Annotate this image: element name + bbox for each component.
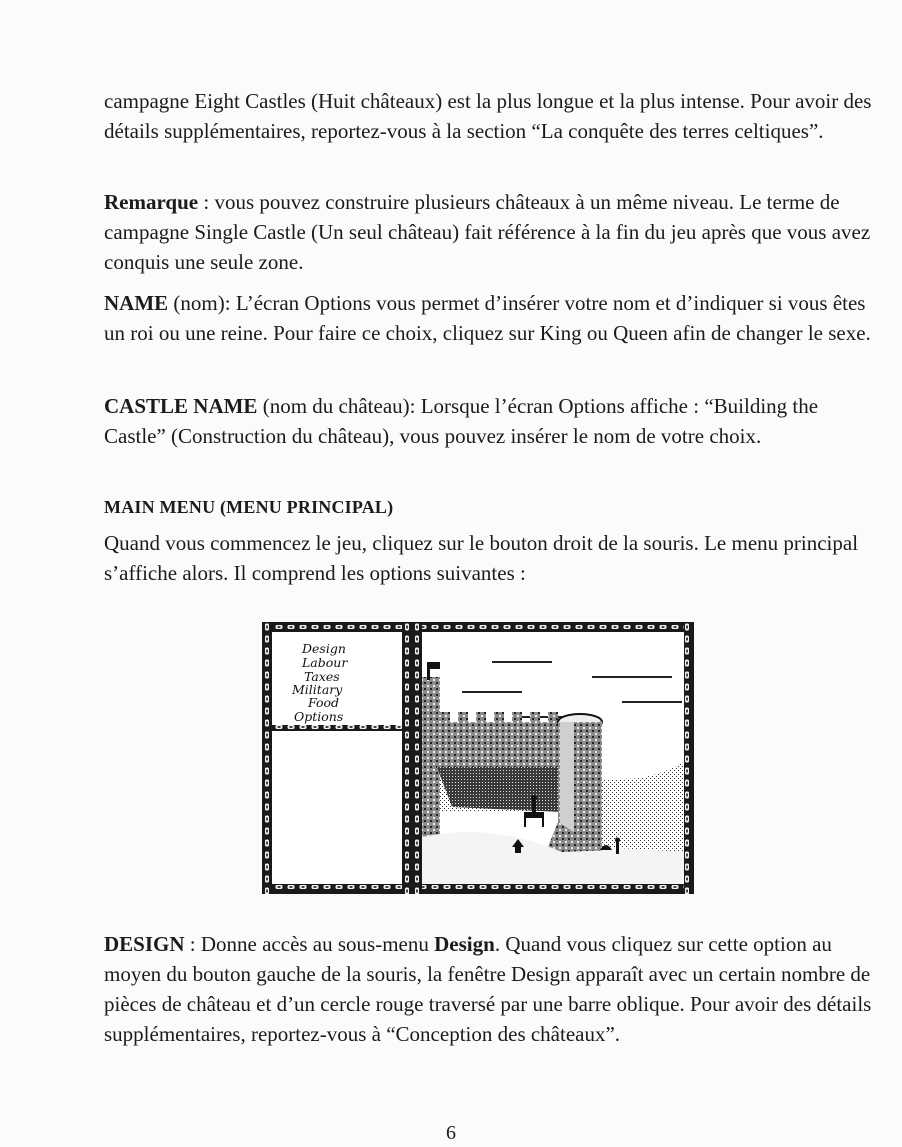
game-screenshot-image xyxy=(262,622,694,894)
design-text-2: . Quand vous cliquez sur cette option au moyen du bouton gauche de la souris, la fenêtre Design apparaît avec un certain nombre de pièces de château et d’un cercle rouge traversé par une barre oblique. Pour avoir des détails supplémentaires, reportez-vous à “Conception des châteaux”. xyxy=(104,932,872,1046)
castle-name-text: (nom du château): Lorsque l’écran Options affiche : “Building the Castle” (Construction du château), vous pouvez insérer le nom de votre choix. xyxy=(104,394,819,448)
name-text-line xyxy=(104,288,874,348)
design-text-line xyxy=(104,929,874,1049)
screenshot-menu-item-military: Military xyxy=(292,682,343,697)
intro-paragraph xyxy=(104,86,874,146)
game-screenshot xyxy=(262,622,694,894)
design-text-1: : Donne accès au sous-menu xyxy=(184,932,435,956)
campaign-text: campagne Eight Castles (Huit châteaux) est la plus longue et la plus intense. Pour avoir des détails supplémentaires, reportez-vous à la section “La conquête des terres celtiques”. xyxy=(104,89,872,143)
name-label: NAME xyxy=(104,291,169,315)
castle-name-paragraph xyxy=(104,391,874,451)
remarque-text-line xyxy=(104,187,874,277)
page-number: 6 xyxy=(446,1122,456,1144)
remarque-text: : vous pouvez construire plusieurs châteaux à un même niveau. Le terme de campagne Single Castle (Un seul château) fait référence à la fin du jeu après que vous avez conquis une seule zone. xyxy=(104,190,871,274)
name-paragraph xyxy=(104,288,874,348)
remarque-label: Remarque xyxy=(104,190,199,214)
design-label: DESIGN xyxy=(104,932,185,956)
main-menu-heading: MAIN MENU (MENU PRINCIPAL) xyxy=(104,497,394,517)
main-menu-text: Quand vous commencez le jeu, cliquez sur le bouton droit de la souris. Le menu principal s’affiche alors. Il comprend les options suivantes : xyxy=(104,531,859,585)
name-text: (nom): L’écran Options vous permet d’insérer votre nom et d’indiquer si vous êtes un roi ou une reine. Pour faire ce choix, cliquez sur King ou Queen afin de changer le sexe. xyxy=(104,291,871,345)
design-bold: Design xyxy=(434,932,495,956)
screenshot-menu-item-labour: Labour xyxy=(302,655,348,670)
screenshot-menu-item-taxes: Taxes xyxy=(304,669,340,684)
screenshot-menu-item-design: Design xyxy=(302,641,346,656)
castle-name-text-line xyxy=(104,391,874,451)
castle-name-label: CASTLE NAME xyxy=(104,394,258,418)
design-paragraph xyxy=(104,929,874,1049)
screenshot-menu-item-food: Food xyxy=(308,695,340,710)
remarque-paragraph xyxy=(104,187,874,277)
main-menu-paragraph xyxy=(104,528,874,588)
screenshot-menu-item-options: Options xyxy=(294,709,344,724)
